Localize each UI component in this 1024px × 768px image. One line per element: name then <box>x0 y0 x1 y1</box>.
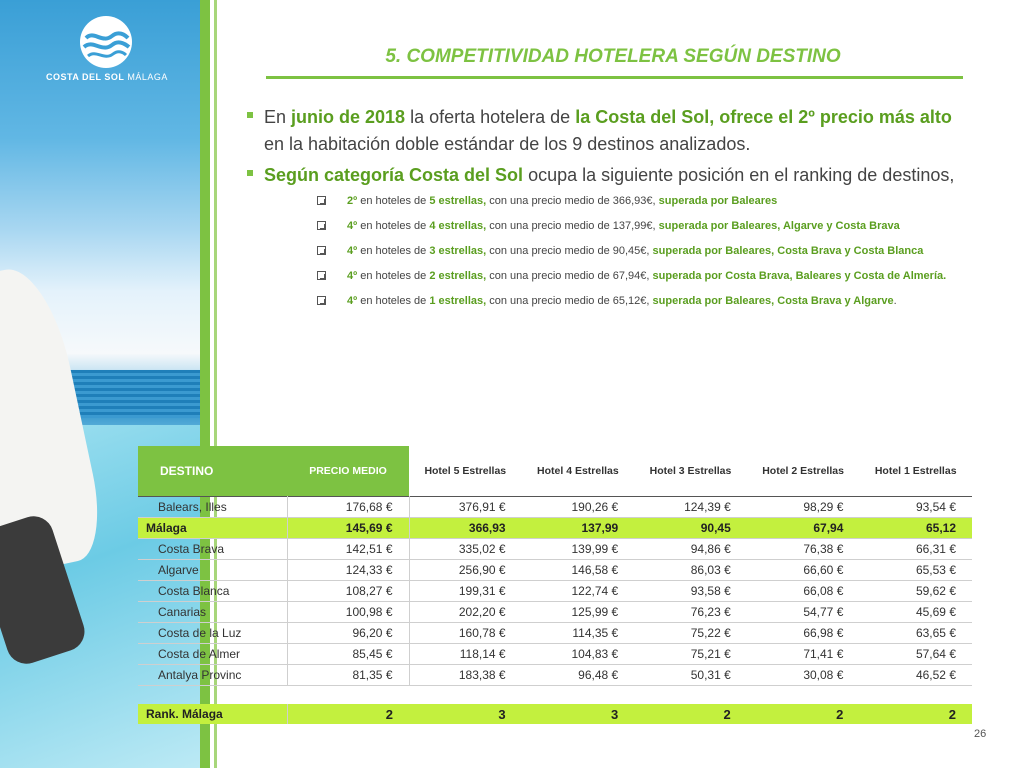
cell-avg-price: 124,33 € <box>287 560 409 581</box>
cell-value: 50,31 € <box>634 665 747 686</box>
cell-value: 256,90 € <box>409 560 522 581</box>
cell-value: 54,77 € <box>747 602 860 623</box>
cell-value: 114,35 € <box>522 623 635 644</box>
cell-value: 66,98 € <box>747 623 860 644</box>
header-hotel-5: Hotel 5 Estrellas <box>424 465 507 477</box>
cell-avg-price: 81,35 € <box>287 665 409 686</box>
cell-value: 57,64 € <box>859 644 972 665</box>
cell-value: 190,26 € <box>522 497 635 518</box>
sublist-item: 4º en hoteles de 1 estrellas, con una precio medio de 65,12€, superada por Baleares, Costa Brava y Algarve. <box>264 293 964 310</box>
cell-destination: Balears, Illes <box>138 497 287 518</box>
cell-value: 86,03 € <box>634 560 747 581</box>
cell-value: 76,38 € <box>747 539 860 560</box>
cell-value: 160,78 € <box>409 623 522 644</box>
checkbox-bullet-icon <box>317 196 326 205</box>
cell-value: 202,20 € <box>409 602 522 623</box>
cell-value: 66,08 € <box>747 581 860 602</box>
cell-value: 183,38 € <box>409 665 522 686</box>
cell-value: 139,99 € <box>522 539 635 560</box>
cell-value: 335,02 € <box>409 539 522 560</box>
title-underline <box>266 76 963 79</box>
cell-value: 93,54 € <box>859 497 972 518</box>
checkbox-bullet-icon <box>317 296 326 305</box>
cell-destination: Canarias <box>138 602 287 623</box>
sublist-item: 4º en hoteles de 4 estrellas, con una precio medio de 137,99€, superada por Baleares, Algarve y Costa Brava <box>264 218 964 235</box>
bullet-square-icon <box>247 112 253 118</box>
cell-destination: Algarve <box>138 560 287 581</box>
cell-value: 65,53 € <box>859 560 972 581</box>
cell-avg-price: 85,45 € <box>287 644 409 665</box>
header-hotel-4: Hotel 4 Estrellas <box>537 465 619 477</box>
table-row <box>138 602 972 623</box>
cell-value: 376,91 € <box>409 497 522 518</box>
cell-value: 67,94 <box>747 518 860 539</box>
cell-value: 59,62 € <box>859 581 972 602</box>
table-spacer-row <box>138 686 972 705</box>
category-sublist <box>264 193 964 310</box>
checkbox-bullet-icon <box>317 271 326 280</box>
cell-value: 30,08 € <box>747 665 860 686</box>
cell-value: 118,14 € <box>409 644 522 665</box>
cell-avg-price: 142,51 € <box>287 539 409 560</box>
cell-value: 199,31 € <box>409 581 522 602</box>
cell-value: 366,93 <box>409 518 522 539</box>
checkbox-bullet-icon <box>317 221 326 230</box>
cell-destination: Costa de la Luz <box>138 623 287 644</box>
bullet-price-ranking: En junio de 2018 la oferta hotelera de la Costa del Sol, ofrece el 2º precio más alto en la habitación doble estándar de los 9 destinos analizados. <box>244 104 964 158</box>
cell-rank-value: 2 <box>287 704 409 724</box>
table-row <box>138 581 972 602</box>
table-row <box>138 560 972 581</box>
cell-destination: Málaga <box>138 518 287 539</box>
cell-rank-value: 2 <box>859 704 972 724</box>
hotel-price-table <box>138 446 972 724</box>
header-precio-medio: PRECIO MEDIO <box>287 446 409 497</box>
cell-value: 98,29 € <box>747 497 860 518</box>
cell-destination: Costa de Almer <box>138 644 287 665</box>
cell-value: 90,45 <box>634 518 747 539</box>
table-row <box>138 644 972 665</box>
sublist-item: 4º en hoteles de 2 estrellas, con una precio medio de 67,94€, superada por Costa Brava, Baleares y Costa de Almería. <box>264 268 964 285</box>
cell-rank-value: 3 <box>409 704 522 724</box>
table-row <box>138 623 972 644</box>
cell-value: 122,74 € <box>522 581 635 602</box>
sublist-item: 4º en hoteles de 3 estrellas, con una precio medio de 90,45€, superada por Baleares, Costa Brava y Costa Blanca <box>264 243 964 260</box>
logo-text: COSTA DEL SOL MÁLAGA <box>46 72 168 82</box>
sublist-item: 2º en hoteles de 5 estrellas, con una precio medio de 366,93€, superada por Baleares <box>264 193 964 210</box>
cell-value: 45,69 € <box>859 602 972 623</box>
brand-logo <box>46 14 166 82</box>
logo-wave-icon <box>78 14 134 70</box>
cell-destination: Costa Brava <box>138 539 287 560</box>
table-row-rank-malaga <box>138 704 972 724</box>
cell-destination: Costa Blanca <box>138 581 287 602</box>
cell-avg-price: 176,68 € <box>287 497 409 518</box>
page-number: 26 <box>974 728 987 740</box>
cell-value: 96,48 € <box>522 665 635 686</box>
cell-value: 125,99 € <box>522 602 635 623</box>
cell-rank-value: 2 <box>634 704 747 724</box>
cell-value: 75,21 € <box>634 644 747 665</box>
cell-value: 124,39 € <box>634 497 747 518</box>
cell-rank-value: 3 <box>522 704 635 724</box>
cell-value: 46,52 € <box>859 665 972 686</box>
header-hotel-2: Hotel 2 Estrellas <box>762 465 844 477</box>
cell-avg-price: 100,98 € <box>287 602 409 623</box>
cell-value: 75,22 € <box>634 623 747 644</box>
table-row <box>138 497 972 518</box>
cell-destination: Antalya Provinc <box>138 665 287 686</box>
cell-avg-price: 145,69 € <box>287 518 409 539</box>
cell-value: 66,31 € <box>859 539 972 560</box>
cell-value: 76,23 € <box>634 602 747 623</box>
table-header-row <box>138 446 972 497</box>
checkbox-bullet-icon <box>317 246 326 255</box>
cell-value: 94,86 € <box>634 539 747 560</box>
cell-value: 146,58 € <box>522 560 635 581</box>
header-hotel-3: Hotel 3 Estrellas <box>649 465 732 477</box>
cell-rank-label: Rank. Málaga <box>138 704 287 724</box>
cell-rank-value: 2 <box>747 704 860 724</box>
bullet-square-icon <box>247 170 253 176</box>
slide-title: 5. COMPETITIVIDAD HOTELERA SEGÚN DESTINO <box>385 46 841 67</box>
table-row <box>138 539 972 560</box>
table-row <box>138 665 972 686</box>
cell-value: 93,58 € <box>634 581 747 602</box>
cell-avg-price: 108,27 € <box>287 581 409 602</box>
table-row-malaga <box>138 518 972 539</box>
cell-value: 63,65 € <box>859 623 972 644</box>
cell-value: 65,12 <box>859 518 972 539</box>
cell-value: 104,83 € <box>522 644 635 665</box>
cell-avg-price: 96,20 € <box>287 623 409 644</box>
header-hotel-1: Hotel 1 Estrellas <box>874 465 957 477</box>
header-destino: DESTINO <box>138 446 287 497</box>
bullet-category-ranking: Según categoría Costa del Sol ocupa la siguiente posición en el ranking de destinos, 2º en hoteles de 5 estrellas, con una precio medio de 366,93€, superada por Baleares 4º en hoteles de 4 estrellas, con una precio medio de 137,99€, superada por Baleares, Algarve y Costa Brava 4º en hoteles de 3 estrellas, con una precio medio de 90,45€, superada por Baleares, Costa Brava y Costa Blanca 4º en hoteles de 2 estrellas, con una precio medio de 67,94€, superada por Costa Brava, Baleares y Costa de Almería. 4º en hoteles de 1 estrellas, con una precio medio de 65,12€, superada por Baleares, Costa Brava y Algarve. <box>244 162 964 310</box>
cell-value: 66,60 € <box>747 560 860 581</box>
cell-value: 137,99 <box>522 518 635 539</box>
bullet-list <box>244 104 964 318</box>
cell-value: 71,41 € <box>747 644 860 665</box>
